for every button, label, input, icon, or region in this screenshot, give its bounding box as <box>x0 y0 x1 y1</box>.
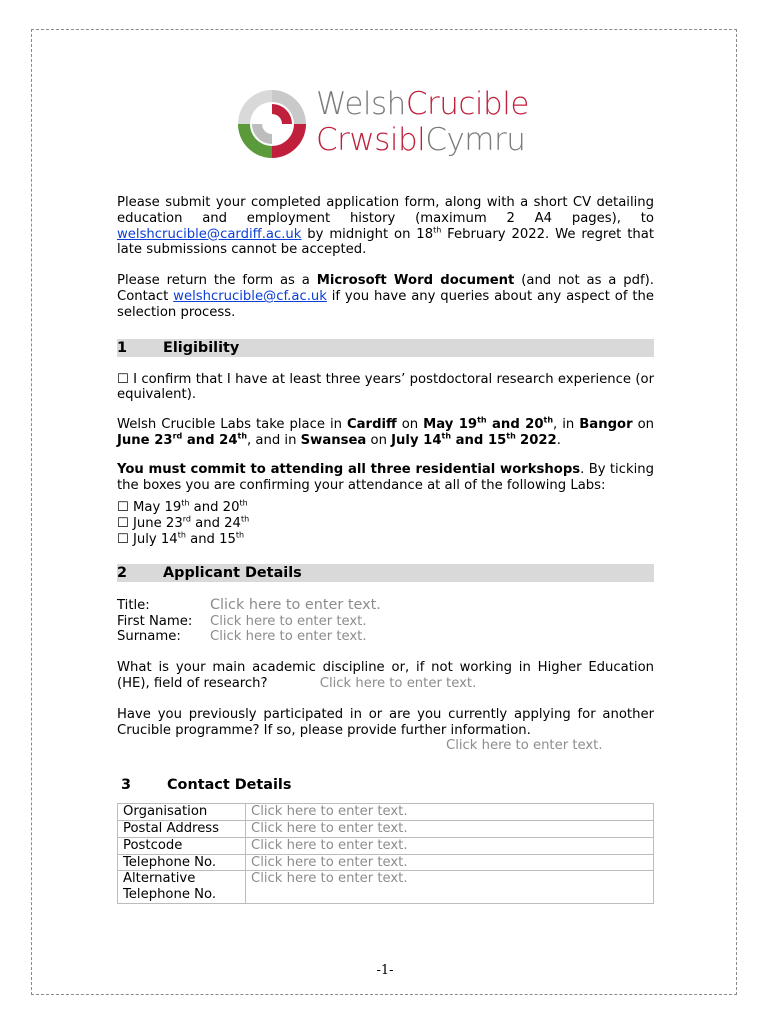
logo-cymru: Cymru <box>425 122 526 158</box>
logo-crwsibl: Crwsibl <box>316 122 426 158</box>
discipline-question: What is your main academic discipline or, if not working in Higher Education (HE), field of research? Click here to enter text. <box>117 660 654 691</box>
intro-paragraph-1: Please submit your completed application form, along with a short CV detailing education and employment history (maximum 2 A4 pages), to welshcrucible@cardiff.ac.uk by midnight on 18th February 2022. We regret that late submissions cannot be accepted. <box>117 195 654 258</box>
title-input[interactable]: Click here to enter text. <box>210 596 381 613</box>
surname-input[interactable]: Click here to enter text. <box>210 629 367 645</box>
contact-row <box>118 804 654 821</box>
previous-crucible-question: Have you previously participated in or are you currently applying for another Crucible programme? If so, please provide further information. <box>117 706 654 738</box>
first-name-label: First Name: <box>117 613 193 629</box>
labs-dates-paragraph: Welsh Crucible Labs take place in Cardiff on May 19th and 20th, in Bangor on June 23rd and 24th, and in Swansea on July 14th and 15th 2022. <box>117 415 655 448</box>
surname-label: Surname: <box>117 629 181 645</box>
welsh-crucible-logo <box>232 84 562 164</box>
logo-wordmark <box>316 86 529 158</box>
contact-label: Postcode <box>118 837 246 854</box>
contact-input[interactable]: Click here to enter text. <box>246 804 654 821</box>
contact-row <box>118 871 654 904</box>
document-body <box>117 195 654 904</box>
section-contact-heading: 3 Contact Details <box>121 777 292 794</box>
section-applicant-heading: 2 Applicant Details <box>117 564 654 582</box>
contact-input[interactable]: Click here to enter text. <box>246 837 654 854</box>
contact-label: Telephone No. <box>118 854 246 871</box>
discipline-input[interactable]: Click here to enter text. <box>319 675 477 691</box>
applicant-name-fields <box>117 598 654 645</box>
lab-option-july-checkbox[interactable]: ☐ July 14th and 15th <box>117 530 245 547</box>
cf-email-link[interactable]: welshcrucible@cf.ac.uk <box>173 288 327 304</box>
intro-paragraph-2: Please return the form as a Microsoft Word document (and not as a pdf). Contact welshcrucible@cf.ac.uk if you have any queries about any aspect of the selection process. <box>117 273 654 320</box>
postdoc-confirm-checkbox[interactable]: ☐ I confirm that I have at least three years’ postdoctoral research experience (or equivalent). <box>117 371 654 403</box>
commit-paragraph: You must commit to attending all three residential workshops. By ticking the boxes you are confirming your attendance at all of the following Labs: <box>117 461 655 493</box>
contact-label: Organisation <box>118 804 246 821</box>
first-name-input[interactable]: Click here to enter text. <box>210 613 367 629</box>
lab-options-list <box>117 500 654 547</box>
logo-welsh: Welsh <box>316 86 406 122</box>
lab-option-may-checkbox[interactable]: ☐ May 19th and 20th <box>117 498 248 516</box>
page-number: -1- <box>376 963 394 978</box>
title-label: Title: <box>117 597 150 613</box>
lab-option-june-checkbox[interactable]: ☐ June 23rd and 24th <box>117 514 250 532</box>
crucible-swirl-icon <box>232 84 312 164</box>
cardiff-email-link[interactable]: welshcrucible@cardiff.ac.uk <box>117 226 302 242</box>
contact-input[interactable]: Click here to enter text. <box>246 854 654 871</box>
contact-row <box>118 820 654 837</box>
contact-label: Postal Address <box>118 820 246 837</box>
previous-crucible-input[interactable]: Click here to enter text. <box>446 738 603 754</box>
contact-input[interactable]: Click here to enter text. <box>246 820 654 837</box>
contact-label: Alternative Telephone No. <box>118 871 246 904</box>
contact-input[interactable]: Click here to enter text. <box>246 871 654 904</box>
contact-details-table <box>117 803 654 904</box>
contact-row <box>118 837 654 854</box>
logo-crucible: Crucible <box>405 86 529 122</box>
contact-row <box>118 854 654 871</box>
section-eligibility-heading: 1 Eligibility <box>117 339 654 357</box>
